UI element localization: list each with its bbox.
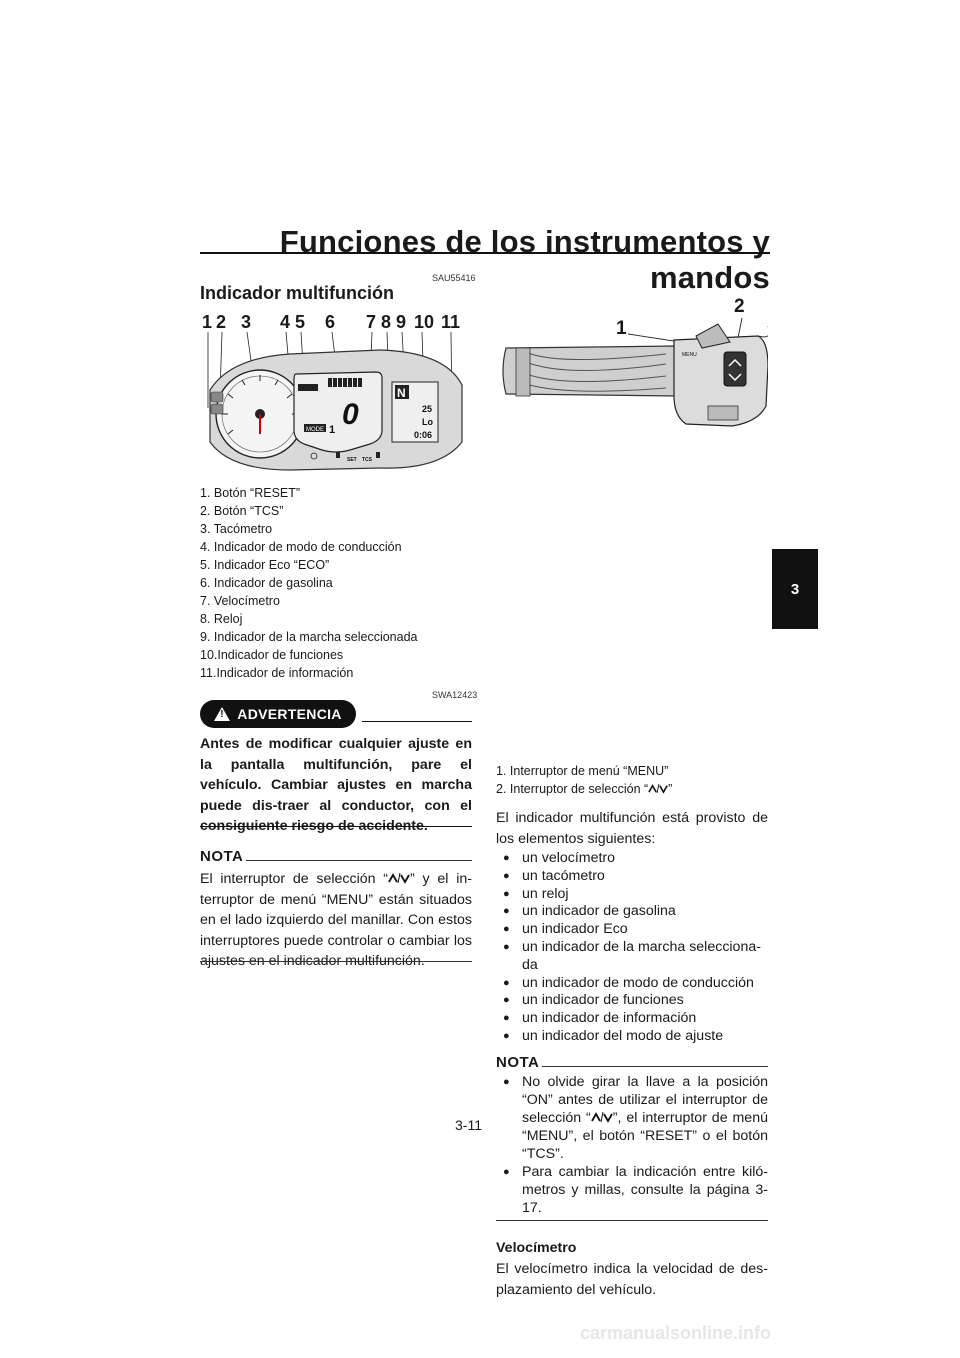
fig1-caption-11: 11.Indicador de información — [200, 666, 354, 680]
fig1-caption-2: 2. Botón “TCS” — [200, 504, 284, 518]
section-title: Indicador multifunción — [200, 283, 394, 303]
warning-bottom-rule — [200, 826, 472, 827]
chapter-tab: 3 — [772, 549, 818, 629]
speed-digit: 0 — [342, 398, 359, 431]
list-item: ● un indicador Eco — [496, 921, 768, 939]
fig1-caption-3: 3. Tacómetro — [200, 522, 273, 536]
chevron-up-down-icon — [591, 1111, 613, 1123]
menu-switch-text: MENU — [682, 352, 697, 358]
chevron-up-down-icon — [648, 783, 668, 794]
nota1-top-rule — [246, 860, 472, 861]
temp-value: 25 — [422, 404, 433, 414]
elements-intro: El indicador multifunción está provisto de los elementos siguientes: — [496, 810, 768, 847]
nota1-text-b: ” y el in-terruptor de menú “MENU” están situados en el lado izquierdo del manillar. Con estos interruptores puede controlar o cambiar los ajustes en el indicador multifunción. — [200, 871, 473, 969]
title-rule — [200, 252, 770, 254]
nota1-heading: NOTA — [200, 848, 244, 865]
chevron-up-down-icon — [388, 872, 410, 884]
fig1-caption-1: 1. Botón “RESET” — [200, 486, 301, 500]
list-item: ● un indicador de información — [496, 1010, 768, 1028]
speedo-heading: Velocímetro — [496, 1240, 577, 1256]
mode-label: MODE — [306, 427, 324, 433]
list-item: ● Para cambiar la indicación entre kiló-metros y millas, consulte la página 3-17. — [496, 1163, 768, 1217]
fig1-label-9: 9 — [396, 312, 407, 332]
list-item: ● un indicador de funciones — [496, 992, 768, 1010]
fig1-label-10: 10 — [414, 312, 435, 332]
fig1-caption-5: 5. Indicador Eco “ECO” — [200, 558, 330, 572]
list-item: ● un indicador de modo de conducción — [496, 975, 768, 993]
list-item: ● un reloj — [496, 886, 768, 904]
list-item: ● un indicador de gasolina — [496, 903, 768, 921]
warning-label: ADVERTENCIA — [237, 706, 342, 722]
nota2-item1-b: ”, el interruptor de menú “MENU”, el botón “RESET” o el botón “TCS”. — [522, 1110, 768, 1162]
list-item — [496, 1073, 768, 1163]
info-lo: Lo — [422, 417, 433, 427]
list-item: ● un indicador de la marcha selecciona-da — [496, 939, 768, 975]
fig1-label-1: 1 — [202, 312, 213, 332]
tcs-label: TCS — [362, 457, 372, 463]
fig1-label-7: 7 — [366, 312, 377, 332]
nota2-top-rule — [542, 1066, 768, 1067]
fig2-label-2: 2 — [734, 296, 745, 317]
speedo-text: El velocímetro indica la velocidad de des-plazamiento del vehículo. — [496, 1261, 768, 1298]
fig2-caption-2a: 2. Interruptor de selección “ — [496, 782, 649, 796]
elements-list — [496, 850, 768, 1046]
fig1-label-4: 4 — [280, 312, 291, 332]
gear-indicator: N — [397, 386, 406, 400]
fig1-caption-4: 4. Indicador de modo de conducción — [200, 540, 402, 554]
nota1-text — [200, 869, 472, 972]
nota2-item1-a: No olvide girar la llave a la posición “ON” antes de utilizar el interruptor de selección “ — [522, 1074, 768, 1126]
fig1-label-2: 2 — [216, 312, 227, 332]
fig1-caption-9: 9. Indicador de la marcha seleccionada — [200, 630, 418, 644]
section-code: SAU55416 — [432, 273, 476, 283]
fig1-caption-10: 10.Indicador de funciones — [200, 648, 344, 662]
handlebar-switch-figure — [496, 296, 768, 456]
nota1-text-a: El interruptor de selección “ — [200, 871, 389, 887]
instrument-cluster-figure — [200, 330, 472, 478]
warning-code: SWA12423 — [432, 690, 478, 700]
fig1-caption-7: 7. Velocímetro — [200, 594, 280, 608]
fig1-label-11: 11 — [441, 312, 461, 332]
clock-value: 0:06 — [414, 430, 433, 440]
nota2-heading: NOTA — [496, 1054, 540, 1071]
list-item: ● un tacómetro — [496, 868, 768, 886]
fig1-caption-8: 8. Reloj — [200, 612, 243, 626]
fig1-label-8: 8 — [381, 312, 392, 332]
page-number: 3-11 — [455, 1117, 482, 1133]
mode-value: 1 — [329, 424, 336, 436]
nota2-bottom-rule — [496, 1220, 768, 1221]
fig2-caption-1: 1. Interruptor de menú “MENU” — [496, 764, 669, 778]
set-label: SET — [347, 457, 357, 463]
fig1-label-5: 5 — [295, 312, 306, 332]
watermark: carmanualsonline.info — [580, 1323, 772, 1343]
warning-badge — [200, 700, 356, 728]
fig2-caption-2 — [496, 780, 672, 798]
fig2-label-1: 1 — [616, 318, 627, 339]
nota1-bottom-rule — [200, 961, 472, 962]
nota2-list — [496, 1073, 768, 1217]
warning-top-rule — [362, 721, 472, 722]
page-title: Funciones de los instrumentos y mandos — [279, 224, 770, 295]
fig1-caption-6: 6. Indicador de gasolina — [200, 576, 333, 590]
fig1-label-6: 6 — [325, 312, 336, 332]
list-item: ● un indicador del modo de ajuste — [496, 1028, 768, 1046]
warning-icon: ! — [214, 707, 230, 721]
list-item: ● un velocímetro — [496, 850, 768, 868]
warning-text: Antes de modificar cualquier ajuste en la pantalla multifunción, pare el vehículo. Cambiar ajustes en marcha puede dis-traer al conductor, con el consiguiente riesgo de accidente. — [200, 736, 472, 834]
fig2-caption-2b: ” — [668, 782, 673, 796]
fig1-label-3: 3 — [241, 312, 252, 332]
